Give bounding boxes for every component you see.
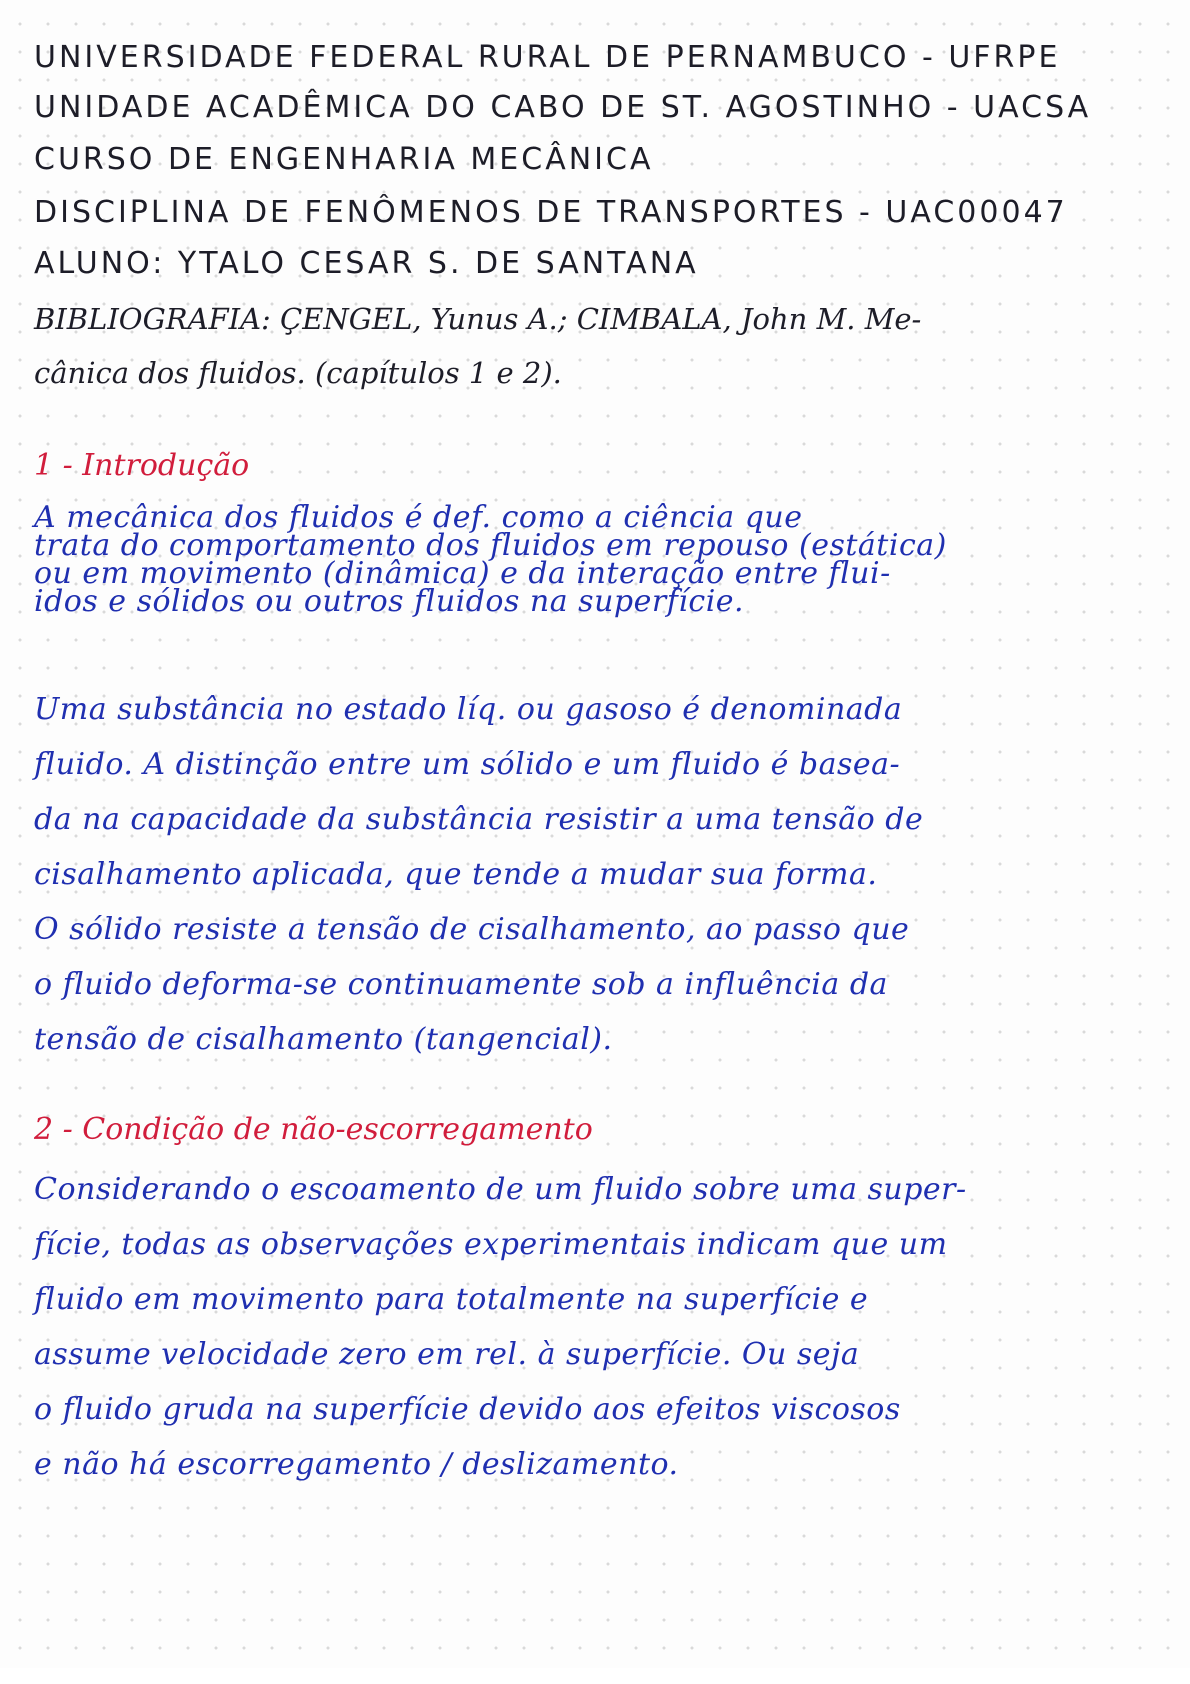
paragraph-2-line: Uma substância no estado líq. ou gasoso é denominada <box>34 692 903 727</box>
paragraph-2-line: O sólido resiste a tensão de cisalhamento, ao passo que <box>34 912 910 947</box>
header-unit: UNIDADE ACADÊMICA DO CABO DE ST. AGOSTINHO - UACSA <box>34 90 1092 125</box>
paragraph-3-line: Considerando o escoamento de um fluido sobre uma super- <box>34 1172 967 1207</box>
paragraph-3-line: assume velocidade zero em rel. à superfície. Ou seja <box>34 1337 860 1372</box>
page-bottom-edge <box>0 1668 1190 1684</box>
paragraph-2-line: cisalhamento aplicada, que tende a mudar sua forma. <box>34 857 878 892</box>
paragraph-1-line: trata do comportamento dos fluidos em repouso (estática) <box>34 528 947 563</box>
paragraph-1-line: ou em movimento (dinâmica) e da interação entre flui- <box>34 556 891 591</box>
paragraph-2-line: o fluido deforma-se continuamente sob a influência da <box>34 967 888 1002</box>
bibliography-line-2: cânica dos fluidos. (capítulos 1 e 2). <box>34 356 562 390</box>
paragraph-2-line: fluido. A distinção entre um sólido e um fluido é basea- <box>34 747 901 782</box>
paragraph-3-line: fície, todas as observações experimentais indicam que um <box>34 1227 948 1262</box>
section-2-title: 2 - Condição de não-escorregamento <box>34 1112 593 1147</box>
paragraph-2-line: tensão de cisalhamento (tangencial). <box>34 1022 613 1057</box>
paragraph-2-line: da na capacidade da substância resistir a uma tensão de <box>34 802 924 837</box>
paragraph-1-line: idos e sólidos ou outros fluidos na superfície. <box>34 584 745 619</box>
header-university: UNIVERSIDADE FEDERAL RURAL DE PERNAMBUCO - UFRPE <box>34 40 1061 75</box>
paragraph-3-line: o fluido gruda na superfície devido aos efeitos viscosos <box>34 1392 901 1427</box>
header-course: CURSO DE ENGENHARIA MECÂNICA <box>34 142 654 177</box>
header-discipline: DISCIPLINA DE FENÔMENOS DE TRANSPORTES - UAC00047 <box>34 195 1068 230</box>
paragraph-3-line: e não há escorregamento / deslizamento. <box>34 1447 679 1482</box>
header-student: ALUNO: YTALO CESAR S. DE SANTANA <box>34 246 699 281</box>
paragraph-3-line: fluido em movimento para totalmente na superfície e <box>34 1282 869 1317</box>
section-1-title: 1 - Introdução <box>34 448 250 483</box>
bibliography-line-1: BIBLIOGRAFIA: ÇENGEL, Yunus A.; CIMBALA, John M. Me- <box>34 302 922 336</box>
paragraph-1-line: A mecânica dos fluidos é def. como a ciência que <box>34 500 803 535</box>
